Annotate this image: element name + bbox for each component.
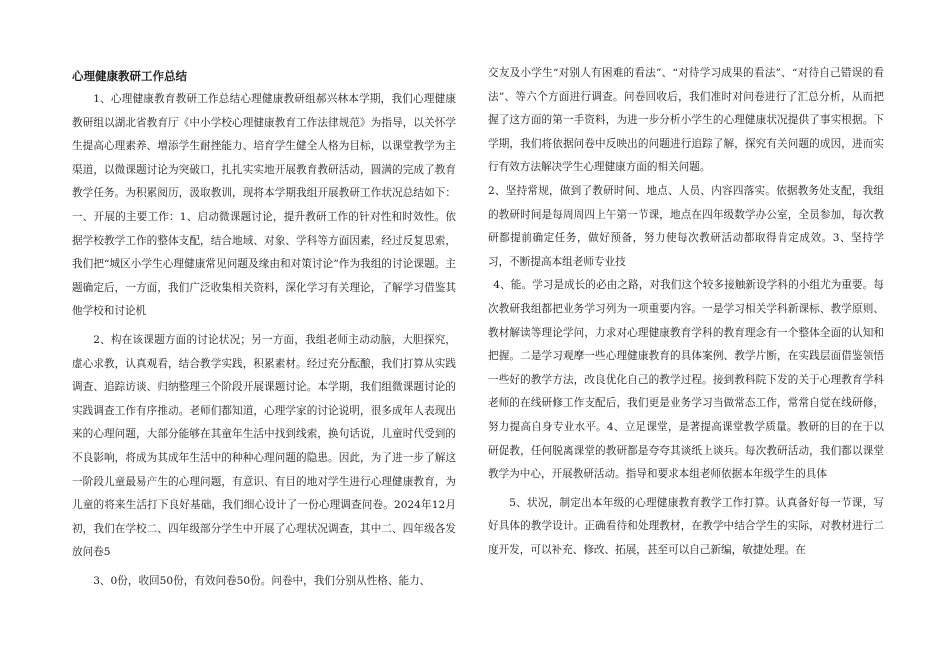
paragraph: 交友及小学生“对别人有困难的看法”、“对待学习成果的看法”、“对待自己错误的看法”、等六个方面进行调查。问卷回收后，我们准时对问卷进行了汇总分析，从而把握了这方面的第一手资料，为进一步分析小学生的心理健康状况提供了事实根据。下学期，我们将依据问卷中反映出的问题进行追踪了解，探究有关问题的成因，进而实行有效方法解决学生心理健康方面的相关问题。: [488, 67, 884, 174]
paragraph: 5、状况，制定出本年级的心理健康教育教学工作打算。认真备好每一节课，写好具体的教学设计。正确看待和处理教材，在教学中结合学生的实际，对教材进行二度开发，可以补充、修改、拓展，甚至可以自己新编，敏捷处理。在: [488, 496, 884, 556]
paragraph: 4、能。学习是成长的必由之路，对我们这个较多接触新设学科的小组尤为重要。每次教研我组都把业务学习列为一项重要内容。一是学习相关学科新课标、教学原则、教材解读等理论学问，力求对心理健康教育学科的教育理念有一个整体全面的认知和把握。二是学习观摩一些心理健康教育的具体案例、教学片断，在实践层面借鉴领悟一些好的教学方法，改良优化自己的教学过程。接到教科院下发的关于心理教育学科老师的在线研修工作支配后，我们更是业务学习当做常态工作，常常自觉在线研修，努力提高自身专业水平。4、立足课堂，是著提高课堂教学质量。教研的目的在于以研促教，任何脱离课堂的教研都是夸夸其谈纸上谈兵。每次教研活动，我们都以课堂教学为中心，开展教研活动。指导和要求本组老师依据本年级学生的具体: [488, 279, 884, 481]
document-title: 心理健康教研工作总结: [72, 69, 187, 83]
paragraph: 2、坚持常规，做到了教研时间、地点、人员、内容四落实。依据教务处支配，我组的教研时间是每周周四上午第一节课，地点在四年级数学办公室，全员参加，每次教研都提前确定任务，做好预备，努力使每次教研活动都取得肯定成效。3、坚持学习，不断提高本组老师专业技: [488, 184, 884, 268]
paragraph: 3、0份，收回50份，有效问卷50份。问卷中，我们分别从性格、能力、: [93, 574, 431, 587]
left-column: [72, 62, 456, 593]
paragraph: 1、心理健康教育教研工作总结心理健康教研组郝兴林本学期，我们心理健康教研组以湖北省教育厅《中小学校心理健康教育工作法律规范》为指导，以关怀学生提高心理素养、增添学生耐挫能力、培育学生健全人格为目标，以课堂教学为主渠道，以微课题讨论为突破口，扎扎实实地开展教育教研活动，圆满的完成了教育教学任务。为积累阅历，汲取教训，现将本学期我组开展教研工作状况总结如下：一、开展的主要工作：1、启动微课题讨论，提升教研工作的针对性和时效性。依据学校教学工作的整体支配，结合地域、对象、学科等方面因素，经过反复思索，我们把“城区小学生心理健康常见问题及缘由和对策讨论”作为我组的讨论课题。主题确定后，一方面，我们广泛收集相关资料，深化学习有关理论，了解学习借鉴其他学校和讨论机: [72, 93, 456, 318]
right-column: [488, 62, 884, 562]
paragraph: 2、构在该课题方面的讨论状况；另一方面，我组老师主动动脑，大胆探究，虚心求教，认真观看，结合教学实践，积累素材。经过充分酝酿，我们打算从实践调查、追踪访谈、归纳整理三个阶段开展课题讨论。本学期，我们组微课题讨论的实践调查工作有序推动。老师们都知道，心理学家的讨论说明，很多成年人表现出来的心理问题，大部分能够在其童年生活中找到线索，换句话说，儿童时代受到的不良影响，将成为其成年生活中的种种心理问题的隐患。因此，为了进一步了解这一阶段儿童最易产生的心理问题，有意识、有目的地对学生进行心理健康教育，为儿童的将来生活打下良好基础，我们细心设计了一份心理调查问卷。2024年12月初，我们在学校二、四年级部分学生中开展了心理状况调查，其中二、四年级各发放问卷5: [72, 333, 456, 559]
